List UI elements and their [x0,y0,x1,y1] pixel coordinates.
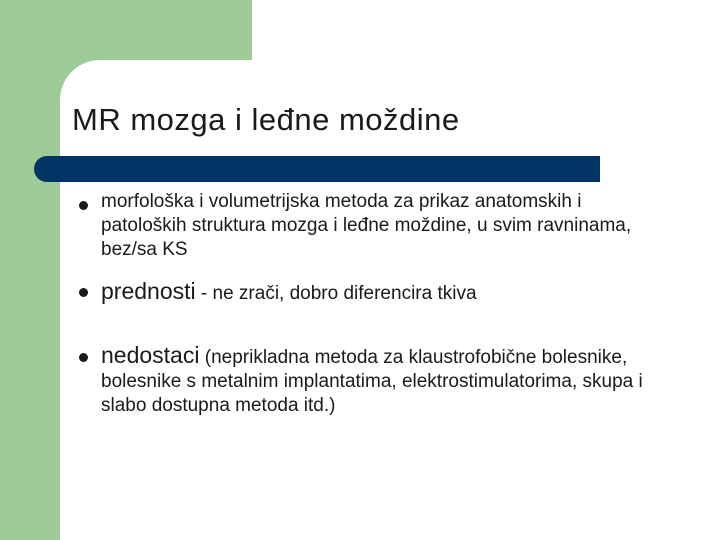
bullet-rest: (neprikladna metoda za klaustrofobične bolesnike, bolesnike s metalnim implantatima, elektrostimulatorima, skupa i slabo dostupna metoda itd.) [101,347,643,416]
title-underline-bar [34,156,600,182]
bullet-text [101,340,671,418]
bullet-lead: nedostaci [101,342,200,368]
bullet-rest: - ne zrači, dobro diferencira tkiva [195,283,477,304]
bullet-dot-icon [79,353,88,362]
bullet-text: morfološka i volumetrijska metoda za prikaz anatomskih i patoloških struktura mozga i leđne moždine, u svim ravninama, bez/sa KS [101,191,632,260]
bullet-dot-icon [79,201,88,210]
slide-title: MR mozga i leđne moždine [72,102,460,137]
bullet-text [101,276,671,309]
bullet-lead: prednosti [101,278,196,304]
bullet-dot-icon [79,288,88,297]
